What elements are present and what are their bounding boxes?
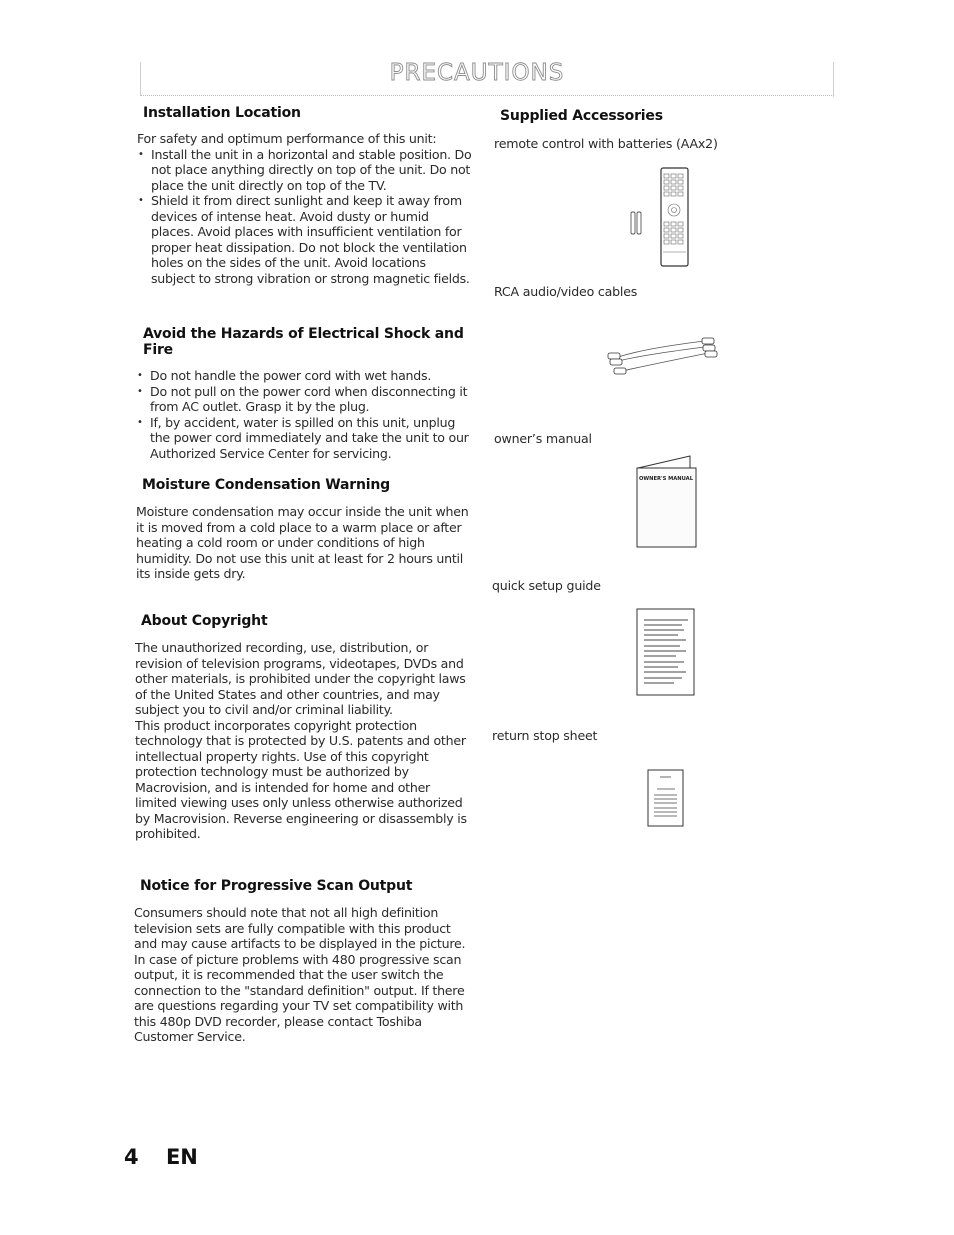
page-language: EN	[165, 1145, 198, 1169]
installation-section	[137, 105, 472, 286]
copyright-section	[135, 613, 471, 842]
list-item: • If, by accident, water is spilled on this unit, unplug the power cord immediately and take the unit to our Authorized Service Center for servicing.	[136, 415, 471, 462]
owners-manual-cover-text: OWNER'S MANUAL	[638, 476, 694, 482]
page-title: PRECAUTIONS	[389, 60, 565, 86]
header-rule	[140, 95, 834, 96]
accessories-heading: Supplied Accessories	[500, 108, 663, 124]
list-item: • Do not pull on the power cord when disconnecting it from AC outlet. Grasp it by the plug.	[136, 384, 471, 415]
remote-control-icon	[626, 166, 692, 270]
copyright-paragraph: This product incorporates copyright protection technology that is protected by U.S. patents and other intellectual property rights. Use of this copyright protection technology must be authorized by Macrovision, and is intended for home and other limited viewing uses only unless otherwise authorized by Macrovision. Reverse engineering or disassembly is prohibited.	[135, 717, 467, 841]
quick-setup-guide-icon	[634, 606, 698, 700]
progressive-heading: Notice for Progressive Scan Output	[140, 878, 413, 894]
accessory-label: RCA audio/video cables	[494, 284, 638, 299]
moisture-section	[136, 477, 472, 582]
installation-heading: Installation Location	[143, 105, 301, 121]
list-item: • Shield it from direct sunlight and keep it away from devices of intense heat. Avoid dusty or humid places. Avoid places with insufficient ventilation for proper heat dissipation. Do not block the ventilation holes on the sides of the unit. Avoid locations subject to strong vibration or strong magnetic fields.	[137, 193, 472, 286]
hazards-list	[136, 368, 471, 461]
installation-intro: For safety and optimum performance of this unit:	[137, 131, 437, 146]
hazards-section	[136, 326, 471, 461]
rca-cables-icon	[604, 331, 720, 379]
copyright-heading: About Copyright	[141, 613, 268, 629]
accessory-label: quick setup guide	[492, 578, 601, 593]
progressive-text: Consumers should note that not all high definition television sets are fully compatible with this product and may cause artifacts to be displayed in the picture. In case of picture problems with 480 progressive scan output, it is recommended that the user switch the connection to the "standard definition" output. If there are questions regarding your TV set compatibility with this 480p DVD recorder, please contact Toshiba Customer Service.	[134, 905, 466, 1044]
hazards-heading: Avoid the Hazards of Electrical Shock and Fire	[143, 326, 464, 358]
moisture-heading: Moisture Condensation Warning	[142, 477, 390, 493]
installation-list	[137, 147, 472, 287]
accessory-label: owner’s manual	[494, 431, 592, 446]
progressive-section	[134, 878, 470, 1045]
accessory-label: remote control with batteries (AAx2)	[494, 136, 718, 151]
owners-manual-icon	[632, 454, 702, 552]
copyright-paragraph: The unauthorized recording, use, distribution, or revision of television programs, videotapes, DVDs and other materials, is prohibited under the copyright laws of the United States and other countries, and may subject you to civil and/or criminal liability.	[135, 640, 466, 717]
moisture-text: Moisture condensation may occur inside the unit when it is moved from a cold place to a warm place or after heating a cold room or under conditions of high humidity. Do not use this unit at least for 2 hours until its inside gets dry.	[136, 504, 469, 581]
list-item: • Do not handle the power cord with wet hands.	[136, 368, 471, 384]
return-stop-sheet-icon	[645, 767, 687, 829]
accessories-section	[500, 108, 663, 134]
page-number-value: 4	[124, 1145, 139, 1169]
accessory-label: return stop sheet	[492, 728, 598, 743]
list-item: • Install the unit in a horizontal and stable position. Do not place anything directly on top of the unit. Do not place the unit directly on top of the TV.	[137, 147, 472, 194]
page-number	[124, 1145, 198, 1169]
